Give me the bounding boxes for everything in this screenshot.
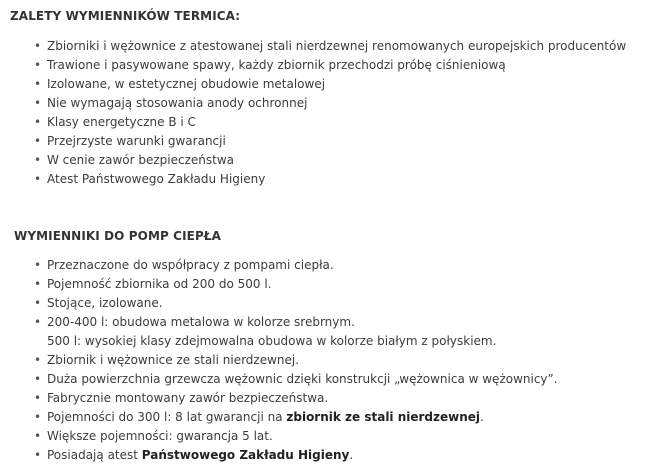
- list-item-text: Atest Państwowego Zakładu Higieny: [47, 172, 266, 186]
- list-item: [34, 294, 558, 313]
- list-item: [34, 37, 626, 56]
- list-item-text: Pojemności do 300 l: 8 lat gwarancji na: [47, 410, 287, 424]
- bullet: •: [34, 277, 42, 291]
- list-item: [34, 170, 626, 189]
- list-item-text: Stojące, izolowane.: [47, 296, 163, 310]
- list-item: [34, 389, 558, 408]
- list-item-text: Przeznaczone do współpracy z pompami ciepła.: [47, 258, 334, 272]
- bullet: •: [34, 58, 42, 72]
- list-item: [34, 113, 626, 132]
- list-item: [34, 446, 558, 465]
- list-item-text-end: .: [349, 448, 354, 462]
- list-item-text: Fabrycznie montowany zawór bezpieczeństwa.: [47, 391, 329, 405]
- bullet: •: [34, 153, 42, 167]
- bullet: •: [34, 134, 42, 148]
- list-item-bold-text: Państwowego Zakładu Higieny: [141, 448, 350, 462]
- list-item-text: Większe pojemności: gwarancja 5 lat.: [47, 429, 273, 443]
- bullet: •: [34, 296, 42, 310]
- list-item-text: Trawione i pasywowane spawy, każdy zbiornik przechodzi próbę ciśnieniową: [47, 58, 506, 72]
- list-item-text: Pojemność zbiornika od 200 do 500 l.: [47, 277, 272, 291]
- bullet: •: [34, 391, 42, 405]
- list-item: [34, 94, 626, 113]
- bullet: •: [34, 429, 42, 443]
- advantages-list: [34, 37, 626, 189]
- list-item-text: Zbiornik i wężownice ze stali nierdzewnej.: [47, 353, 300, 367]
- list-item: [34, 256, 558, 275]
- list-item-text: Przejrzyste warunki gwarancji: [47, 134, 226, 148]
- list-item-text-continued: 500 l: wysokiej klasy zdejmowalna obudowa w kolorze białym z połyskiem.: [47, 334, 497, 348]
- list-item-text: Zbiorniki i wężownice z atestowanej stali nierdzewnej renomowanych europejskich producentów: [47, 39, 627, 53]
- bullet: •: [34, 410, 42, 424]
- bullet: •: [34, 258, 42, 272]
- list-item-text: Duża powierzchnia grzewcza wężownic dzięki konstrukcji „wężownica w wężownicy”.: [47, 372, 558, 386]
- list-item-bold-text: zbiornik ze stali nierdzewnej: [286, 410, 481, 424]
- list-item-text: 200-400 l: obudowa metalowa w kolorze srebrnym.: [47, 315, 355, 329]
- list-item-text: Izolowane, w estetycznej obudowie metalowej: [47, 77, 326, 91]
- list-item: [34, 275, 558, 294]
- heat-pump-list: [34, 256, 558, 465]
- list-item: [34, 75, 626, 94]
- bullet: •: [34, 39, 42, 53]
- bullet: •: [34, 77, 42, 91]
- bullet: •: [34, 448, 42, 462]
- list-item-text: Klasy energetyczne B i C: [47, 115, 196, 129]
- bullet: •: [34, 96, 42, 110]
- list-item-text: Posiadają atest: [47, 448, 142, 462]
- section-heading-pompy: WYMIENNIKI DO POMP CIEPŁA: [14, 229, 222, 243]
- list-item: [34, 56, 626, 75]
- section-heading-zalety: ZALETY WYMIENNIKÓW TERMICA:: [10, 9, 241, 23]
- bullet: •: [34, 372, 42, 386]
- bullet: •: [34, 353, 42, 367]
- list-item: [34, 408, 558, 427]
- bullet: •: [34, 115, 42, 129]
- list-item-text: W cenie zawór bezpieczeństwa: [47, 153, 234, 167]
- bullet: •: [34, 315, 42, 329]
- list-item-text: Nie wymagają stosowania anody ochronnej: [47, 96, 308, 110]
- list-item: [34, 313, 558, 351]
- list-item: [34, 132, 626, 151]
- list-item: [34, 427, 558, 446]
- list-item: [34, 351, 558, 370]
- bullet: •: [34, 172, 42, 186]
- list-item: [34, 151, 626, 170]
- list-item: [34, 370, 558, 389]
- list-item-text-end: .: [480, 410, 484, 424]
